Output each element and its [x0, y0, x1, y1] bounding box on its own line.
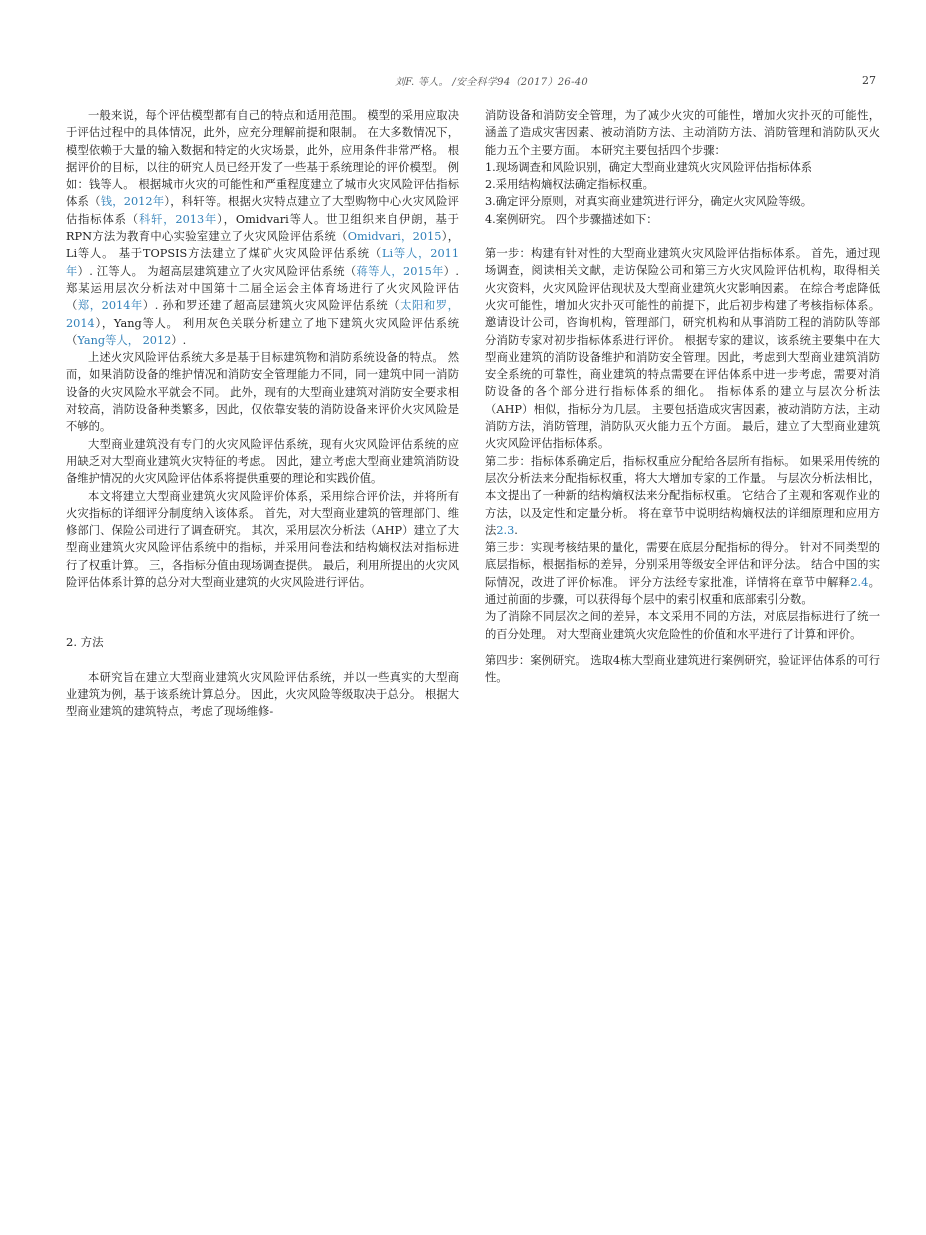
running-header-citation: 刘F. 等人。 /安全科学94（2017）26-40 — [395, 77, 589, 88]
paragraph-normalization: 为了消除不同层次之间的差异，本文采用不同的方法，对底层指标进行了统一的百分处理。 对大型商业建筑火灾危险性的价值和水平进行了计算和评价。 — [485, 610, 880, 641]
citation-link[interactable]: 郑，2014年 — [77, 299, 143, 313]
step-list-item: 1.现场调查和风险识别，确定大型商业建筑火灾风险评估指标体系 — [485, 160, 813, 174]
citation-link[interactable]: 蒋等人，2015年 — [356, 264, 444, 278]
section-heading-methods: 2. 方法 — [66, 635, 104, 650]
section-reference-link[interactable]: 2.3 — [496, 523, 515, 537]
citation-link[interactable]: 科轩，2013年 — [138, 212, 218, 226]
paragraph-methods-continued: 消防设备和消防安全管理，为了减少火灾的可能性，增加火灾扑灭的可能性，涵盖了造成灾害因素、被动消防方法、主动消防方法、消防管理和消防队灭火能力五个主要方面。 本研究主要包括四个步骤： — [485, 109, 880, 157]
citation-link[interactable]: Yang等人， 2012 — [77, 333, 172, 347]
citation-link[interactable]: Omidvari，2015 — [347, 230, 442, 244]
section-reference-link[interactable]: 2.4 — [850, 575, 869, 589]
paragraph-methods-intro: 本研究旨在建立大型商业建筑火灾风险评估系统，并以一些真实的大型商业建筑为例，基于该系统计算总分。 因此，火灾风险等级取决于总分。 根据大型商业建筑的建筑特点，考虑了现场维修- — [66, 670, 459, 719]
step-list-item: 4.案例研究。 四个步骤描述如下： — [485, 212, 658, 226]
citation-link[interactable]: 太阳和罗， 2014 — [66, 299, 459, 330]
paragraph-existing-systems: 上述火灾风险评估系统大多是基于目标建筑物和消防系统设备的特点。 然而，如果消防设备的维护情况和消防安全管理能力不同，同一建筑中同一消防设备的火灾风险水平就会不同。 此外，现有的大型商业建筑对消防安全要求相对较高，消防设备种类繁多，因此，仅依靠安装的消防设备来评价火灾风险是不够的。 — [66, 351, 459, 434]
page-number: 27 — [862, 74, 876, 87]
citation-link[interactable]: Li等人，2011年 — [66, 247, 460, 278]
citation-link[interactable]: 钱，2012年 — [100, 195, 165, 209]
paragraph-step-three: 第三步：实现考核结果的量化，需要在底层分配指标的得分。 针对不同类型的底层指标，根据指标的差异，分别采用等级安全评估和评分法。 结合中国的实际情况，改进了评价标准。 评分方法经专家批准，详情将在章节中解释2.4。 通过前面的步骤，可以获得每个层中的索引权重和底部索引分数。 — [485, 541, 880, 607]
paragraph-step-one: 第一步：构建有针对性的大型商业建筑火灾风险评估指标体系。 首先，通过现场调查，阅读相关文献，走访保险公司和第三方火灾风险评估机构，取得相关火灾资料，火灾风险评估现状及大型商业建筑火灾影响因素。 在综合考虑降低火灾可能性，增加火灾扑灭可能性的前提下，此后初步构建了考核指标体系。 邀请设计公司，咨询机构，管理部门，研究机构和从事消防工程的消防队等部分消防专家对初步指标体系进行评价。 根据专家的建议，该系统主要集中在大型商业建筑的消防设备维护和消防安全管理。因此，考虑到大型商业建筑消防安全系统的可靠性，商业建筑的特点需要在评估体系中进一步考虑，需要对消防设备的各个部分进行指标体系的细化。 指标体系的建立与层次分析法（AHP）相似，指标分为几层。 主要包括造成灾害因素，被动消防方法，主动消防方法，消防管理，消防队灭火能力五个方面。 最后，建立了大型商业建筑火灾风险评估指标体系。 — [485, 247, 880, 451]
paragraph-step-four: 第四步：案例研究。 选取4栋大型商业建筑进行案例研究，验证评估体系的可行性。 — [485, 653, 880, 685]
step-list-item: 3.确定评分原则，对真实商业建筑进行评分，确定火灾风险等级。 — [485, 195, 813, 209]
paragraph-gap: 大型商业建筑没有专门的火灾风险评估系统，现有火灾风险评估系统的应用缺乏对大型商业建筑火灾特征的考虑。 因此，建立考虑大型商业建筑消防设备维护情况的火灾风险评估体系将提供重要的理论和实践价值。 — [66, 437, 459, 486]
right-column — [485, 107, 880, 687]
left-column — [66, 107, 459, 721]
paragraph-model-overview: 一般来说，每个评估模型都有自己的特点和适用范围。 模型的采用应取决于评估过程中的具体情况，此外，应充分理解前提和限制。 在大多数情况下，模型依赖于大量的输入数据和特定的火灾场景，此外，应用条件非常严格。 根据评价的目标，以往的研究人员已经开发了一些基于系统理论的评价模型。 例如：钱等人。 根据城市火灾的可能性和严重程度建立了城市火灾风险评估指标体系（钱，2012年），科轩等。根据火灾特点建立了大型购物中心火灾风险评估指标体系（科轩，2013年），Omidvari等人。世卫组织来自伊朗，基于RPN方法为教育中心实验室建立了火灾风险评估系统（Omidvari，2015），Li等人。 基于TOPSIS方法建立了煤矿火灾风险评估系统（Li等人，2011年）. 江等人。 为超高层建筑建立了火灾风险评估系统（蒋等人，2015年）. 郑某运用层次分析法对中国第十二届全运会主体育场进行了火灾风险评估（郑，2014年）. 孙和罗还建了超高层建筑火灾风险评估系统（太阳和罗， 2014），Yang等人。 利用灰色关联分析建立了地下建筑火灾风险评估系统（Yang等人， 2012）. — [66, 109, 460, 347]
paragraph-step-two: 第二步：指标体系确定后，指标权重应分配给各层所有指标。 如果采用传统的层次分析法来分配指标权重，将大大增加专家的工作量。 与层次分析法相比，本文提出了一种新的结构熵权法来分配指标权重。 它结合了主观和客观作业的方法，以及定性和定量分析。 将在章节中说明结构熵权法的详细原理和应用方法2.3. — [485, 454, 880, 537]
step-list-item: 2.采用结构熵权法确定指标权重。 — [485, 178, 654, 192]
paragraph-approach: 本文将建立大型商业建筑火灾风险评价体系，采用综合评价法，并将所有火灾指标的详细评分制度纳入该体系。 首先，对大型商业建筑的管理部门、维修部门、保险公司进行了调查研究。 其次，采用层次分析法（AHP）建立了大型商业建筑火灾风险评估系统中的指标，并采用问卷法和结构熵权法对指标进行了权重计算。 三，各指标分值由现场调查提供。 最后，利用所提出的火灾风险评估体系计算的总分对大型商业建筑的火灾风险进行评估。 — [66, 489, 459, 590]
